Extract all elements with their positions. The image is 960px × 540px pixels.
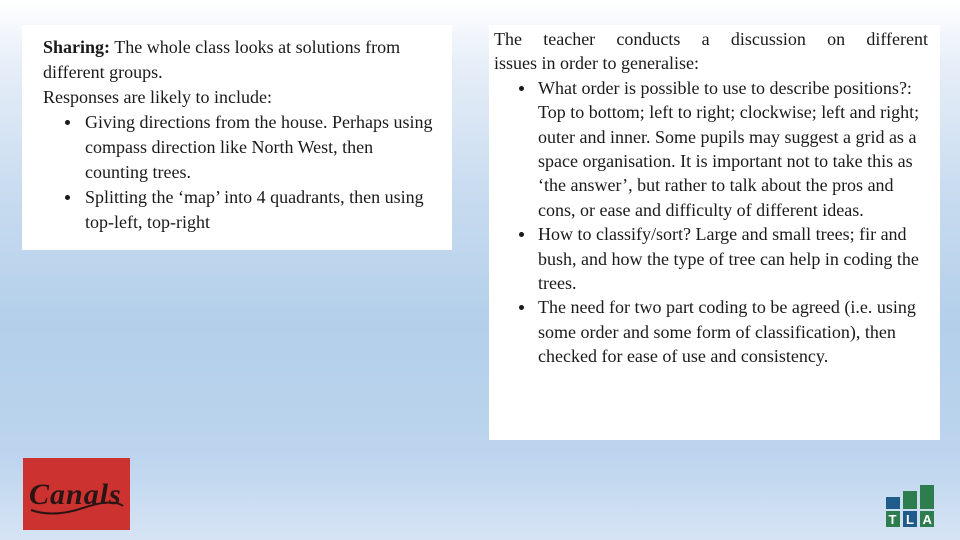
list-item [43,110,440,185]
list-item-text: Giving directions from the house. Perhaps using compass direction like North West, then counting trees. [85,112,433,182]
bullet-icon [519,305,524,310]
sharing-paragraph [43,35,440,85]
list-item [43,185,440,235]
list-item [494,295,928,368]
bullet-icon [519,232,524,237]
list-item-text: The need for two part coding to be agreed (i.e. using some order and some form of classification), then checked for ease of use and consistency. [538,297,916,367]
discussion-list [494,76,928,369]
bullet-icon [65,120,70,125]
tla-letter-a: A [922,512,932,527]
list-item [494,76,928,222]
tla-logo [884,485,936,529]
responses-list [43,110,440,235]
discussion-intro-line-1: The teacher conducts a discussion on different [494,29,928,49]
sharing-heading: Sharing: [43,37,111,57]
list-item-text: How to classify/sort? Large and small trees; fir and bush, and how the type of tree can help in coding the trees. [538,224,919,294]
discussion-intro-line-2: issues in order to generalise: [494,53,699,74]
canals-logo-graphic [23,458,130,530]
discussion-panel [489,25,940,440]
bullet-icon [65,195,70,200]
canals-logo [23,458,130,530]
tla-letter-l: L [906,512,914,527]
sharing-intro: The whole class looks at solutions from different groups. [43,37,401,82]
bullet-icon [519,86,524,91]
list-item-text: Splitting the ‘map’ into 4 quadrants, then using top-left, top-right [85,187,424,232]
list-item-text: What order is possible to use to describe positions?: Top to bottom; left to right; clockwise; left and right; outer and inner. Some pupils may suggest a grid as a space organisation. It is important not to take this as ‘the answer’, but rather to talk about the pros and cons, or ease and difficulty of different ideas. [538,77,920,220]
list-item [494,222,928,295]
tla-letter-t: T [888,512,897,527]
responses-line: Responses are likely to include: [43,87,272,107]
sharing-panel [22,25,452,250]
canals-logo-text: Canals [29,478,122,511]
